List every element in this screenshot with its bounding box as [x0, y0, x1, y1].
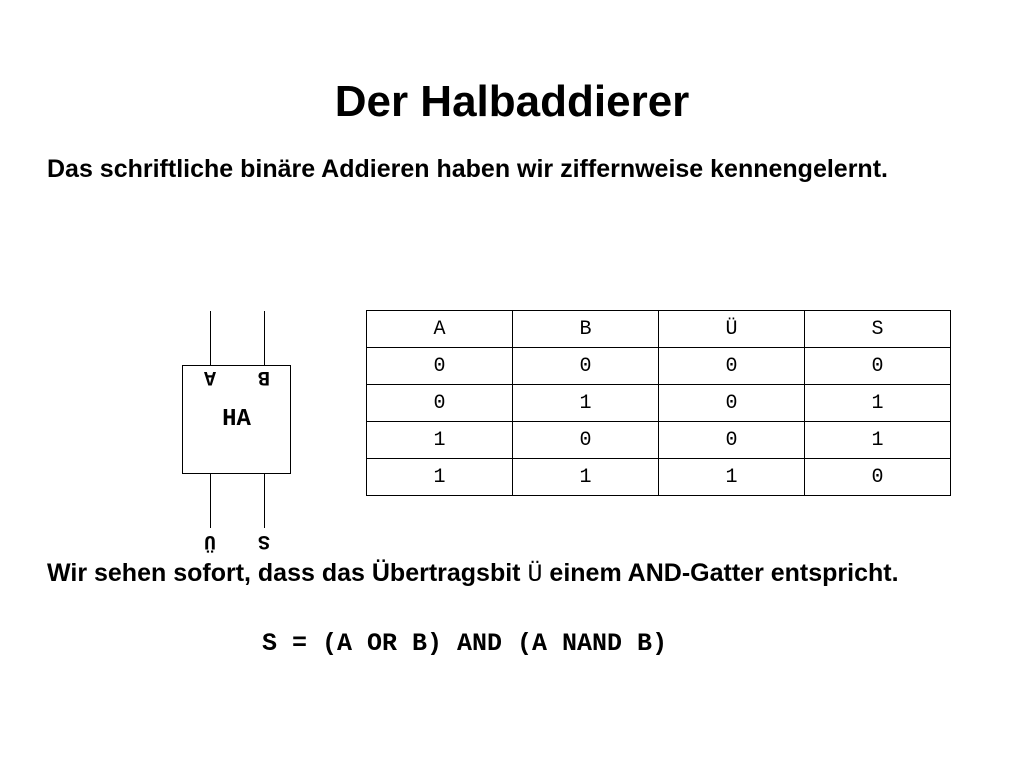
table-cell: 0: [659, 385, 805, 422]
input-b-wire: [264, 311, 265, 365]
table-row: [367, 459, 951, 496]
carry-symbol: Ü: [527, 560, 543, 589]
intro-text: Das schriftliche binäre Addieren haben wir ziffernweise kennengelernt.: [47, 155, 888, 183]
conclusion-suffix: einem AND-Gatter entspricht.: [542, 559, 899, 587]
table-cell: 0: [659, 422, 805, 459]
table-cell: 0: [805, 459, 951, 496]
table-cell: 1: [513, 385, 659, 422]
conclusion-text: [47, 558, 899, 590]
table-cell: 1: [805, 385, 951, 422]
half-adder-input-b-label: B: [258, 365, 271, 388]
table-row: [367, 385, 951, 422]
half-adder-sum-label: S: [258, 529, 271, 552]
table-cell: 1: [513, 459, 659, 496]
table-cell: 1: [659, 459, 805, 496]
header-cell: A: [367, 311, 513, 348]
table-cell: 1: [805, 422, 951, 459]
half-adder-input-a-label: A: [204, 365, 217, 388]
table-cell: 1: [367, 422, 513, 459]
table-cell: 0: [513, 348, 659, 385]
sum-formula: S = (A OR B) AND (A NAND B): [262, 629, 668, 658]
table-cell: 1: [367, 459, 513, 496]
input-a-wire: [210, 311, 211, 365]
sum-output-wire: [264, 474, 265, 528]
truth-table: [366, 310, 951, 496]
half-adder-label: HA: [222, 406, 251, 433]
half-adder-carry-label: Ü: [204, 529, 217, 552]
table-row: [367, 348, 951, 385]
header-cell: Ü: [659, 311, 805, 348]
table-cell: 0: [805, 348, 951, 385]
carry-output-wire: [210, 474, 211, 528]
table-cell: 0: [513, 422, 659, 459]
table-row: [367, 422, 951, 459]
table-cell: 0: [659, 348, 805, 385]
conclusion-prefix: Wir sehen sofort, dass das Übertragsbit: [47, 559, 528, 587]
header-cell: S: [805, 311, 951, 348]
slide-title: Der Halbaddierer: [334, 77, 690, 126]
truth-table-header-row: [367, 311, 951, 348]
table-cell: 0: [367, 385, 513, 422]
header-cell: B: [513, 311, 659, 348]
table-cell: 0: [367, 348, 513, 385]
